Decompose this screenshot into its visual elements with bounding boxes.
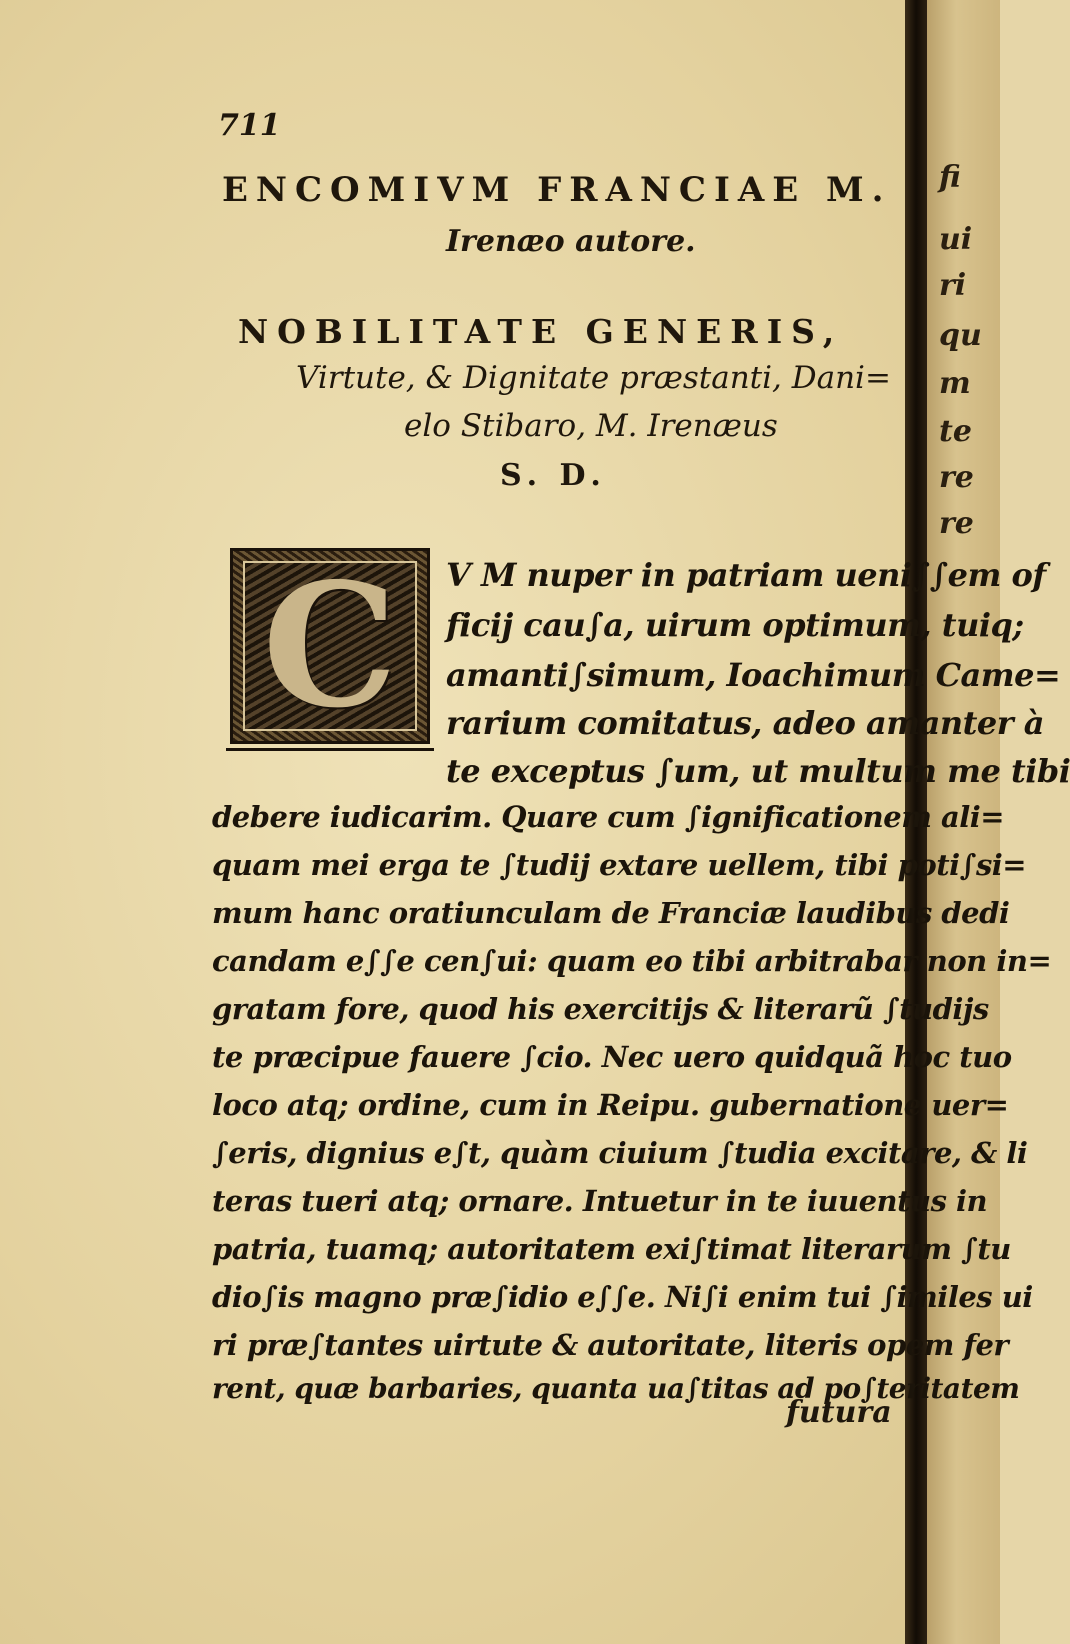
body-line: candam e∫∫e cen∫ui: quam eo tibi arbitrabar non in=: [212, 944, 1052, 978]
facing-fragment: re: [939, 506, 974, 541]
body-line: patria, tuamq; autoritatem exi∫timat literarum ∫tu: [212, 1232, 1011, 1266]
facing-fragment: fi: [939, 160, 961, 195]
body-line: V M nuper in patriam ueni∫∫em of: [446, 556, 1046, 594]
facing-fragment: te: [939, 414, 972, 449]
catchword: futura: [786, 1395, 892, 1430]
facing-fragment: ui: [939, 222, 973, 257]
body-line: rarium comitatus, adeo amanter à: [446, 704, 1044, 742]
body-line: ficij cau∫a, uirum optimum, tuiq;: [446, 606, 1024, 644]
body-line: mum hanc oratiunculam de Franciæ laudibus dedi: [212, 896, 1010, 930]
body-line: loco atq; ordine, cum in Reipu. gubernatione uer=: [212, 1088, 1009, 1122]
facing-fragment: m: [939, 366, 971, 401]
facing-fragment: qu: [939, 318, 982, 353]
dedication-line: elo Stibaro, M. Irenæus: [404, 408, 778, 444]
body-line: amanti∫simum, Ioachimum Came=: [446, 656, 1061, 694]
facing-fragment: re: [939, 460, 974, 495]
page-title: ENCOMIVM FRANCIAE M.: [222, 170, 892, 210]
dedication-closing: S. D.: [500, 458, 607, 493]
page-number: 711: [218, 108, 281, 143]
facing-fragment: ri: [939, 268, 967, 303]
body-line: te præcipue fauere ∫cio. Nec uero quidquã hoc tuo: [212, 1040, 1012, 1074]
page-subtitle: Irenæo autore.: [446, 224, 696, 259]
initial-letter: C: [262, 546, 398, 746]
body-line: te exceptus ∫um, ut multum me tibi: [446, 752, 1070, 790]
body-line: ri præ∫tantes uirtute & autoritate, literis opem fer: [212, 1328, 1009, 1362]
body-line: quam mei erga te ∫tudij extare uellem, tibi poti∫si=: [212, 848, 1027, 882]
decorated-initial: [230, 548, 430, 744]
body-line: gratam fore, quod his exercitijs & literarũ ∫tudijs: [212, 992, 989, 1026]
dedication-line: Virtute, & Dignitate præstanti, Dani=: [296, 360, 891, 396]
body-line: rent, quæ barbaries, quanta ua∫titas ad po∫teritatem: [212, 1372, 1020, 1405]
body-line: ∫eris, dignius e∫t, quàm ciuium ∫tudia excitare, & li: [212, 1136, 1028, 1170]
initial-underline-rule: [226, 748, 434, 751]
dedication-heading: NOBILITATE GENERIS,: [238, 312, 844, 351]
body-line: debere iudicarim. Quare cum ∫ignificationem ali=: [212, 800, 1005, 834]
decorated-initial-frame: [243, 546, 417, 746]
body-line: teras tueri atq; ornare. Intuetur in te iuuentus in: [212, 1184, 988, 1218]
body-line: dio∫is magno præ∫idio e∫∫e. Ni∫i enim tui ∫imiles ui: [212, 1280, 1033, 1314]
